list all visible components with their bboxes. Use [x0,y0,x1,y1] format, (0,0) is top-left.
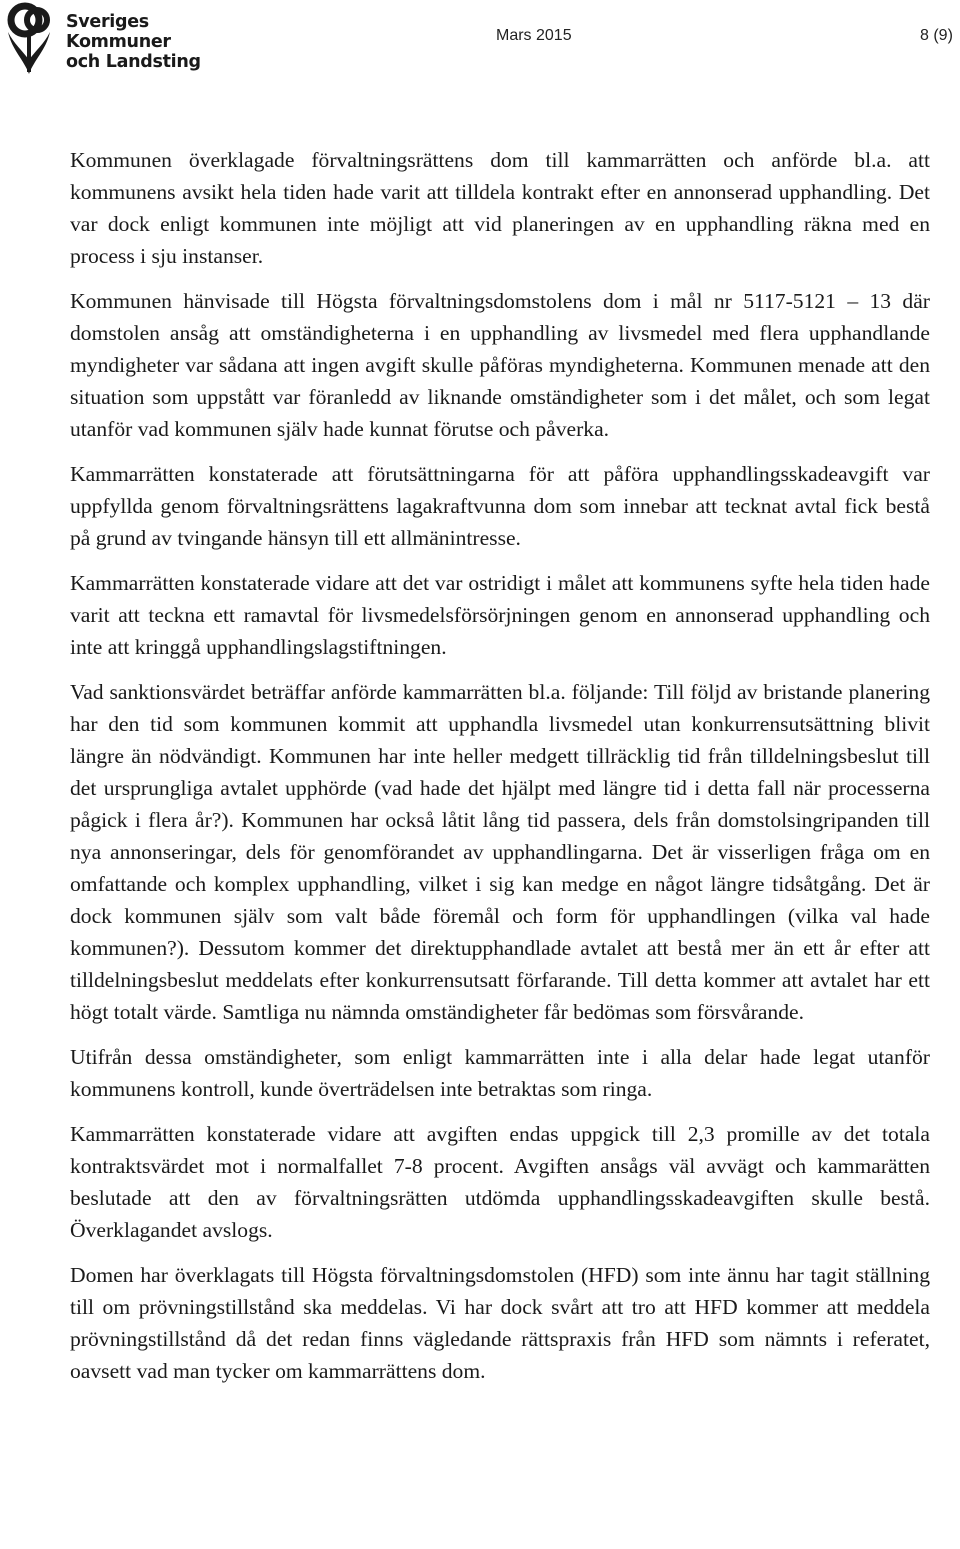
paragraph-2: Kommunen hänvisade till Högsta förvaltningsdomstolens dom i mål nr 5117-5121 – 13 där domstolen ansåg att omständigheterna i en upphandling av livsmedel med flera upphandlande myndigheter var sådana att ingen avgift skulle påföras myndigheterna. Kommunen menade att den situation som uppstått var föranledd av liknande omständigheter som i det målet, och som legat utanför vad kommunen själv hade kunnat förutse och påverka. [70,289,930,441]
paragraph-5: Vad sanktionsvärdet beträffar anförde kammarrätten bl.a. följande: Till följd av bristande planering har den tid som kommunen kommit att upphandla livsmedel utan konkurrensutsättning blivit längre än nödvändigt. Kommunen har inte heller medgett tillräcklig tid från tilldelningsbeslut till det ursprungliga avtalet upphörde (vad hade det hjälpt med längre tid i detta fall när processerna pågick i flera år?). Kommunen har också låtit lång tid passera, dels från domstolsingripanden till nya annonseringar, dels för genomförandet av upphandlingarna. Det är visserligen fråga om en omfattande och komplex upphandling, vilket i sig kan medge en något längre tidsåtgång. Det är dock kommunen själv som valt både föremål och form för upphandlingen (vilka val hade kommunen?). Dessutom kommer det direktupphandlade avtalet att bestå mer än ett år efter att tilldelningsbeslut meddelats efter konkurrensutsatt förfarande. Till detta kommer att avtalet har ett högt totalt värde. Samtliga nu nämnda omständigheter får bedömas som försvårande. [70,680,930,1024]
header-date: Mars 2015 [496,27,572,44]
page-number: 8 (9) [920,27,953,44]
paragraph-1: Kommunen överklagade förvaltningsrättens dom till kammarrätten och anförde bl.a. att kommunens avsikt hela tiden hade varit att tilldela kontrakt efter en annonserad upphandling. Det var dock enligt kommunen inte möjligt att vid planeringen av en upphandling räkna med en process i sju instanser. [70,148,930,268]
paragraph-6: Utifrån dessa omständigheter, som enligt kammarrätten inte i alla delar hade legat utanför kommunens kontroll, kunde överträdelsen inte betraktas som ringa. [70,1045,930,1101]
paragraph-7: Kammarrätten konstaterade vidare att avgiften endas uppgick till 2,3 promille av det totala kontraktsvärdet mot i normalfallet 7-8 procent. Avgiften ansågs väl avvägt och kammarätten beslutade att den av förvaltningsrätten utdömda upphandlingsskadeavgiften skulle bestå. Överklagandet avslogs. [70,1122,930,1242]
logo-line-2: Kommuner [66,32,171,52]
paragraph-8: Domen har överklagats till Högsta förvaltningsdomstolen (HFD) som inte ännu har tagit ställning till om prövningstillstånd ska meddelas. Vi har dock svårt att tro att HFD kommer att meddela prövningstillstånd då det redan finns vägledande rättspraxis från HFD som nämnts i referatet, oavsett vad man tycker om kammarrättens dom. [70,1263,930,1383]
logo-line-1: Sveriges [66,12,149,32]
page-header [0,0,960,80]
logo-line-3: och Landsting [66,52,201,72]
paragraph-4: Kammarrätten konstaterade vidare att det var ostridigt i målet att kommunens syfte hela tiden hade varit att teckna ett ramavtal för livsmedelsförsörjningen genom en annonserad upphandling och inte att kringgå upphandlingslagstiftningen. [70,571,930,659]
document-body [70,144,930,1387]
skl-logo-icon [2,2,56,76]
logo-wordmark [66,12,201,72]
paragraph-3: Kammarrätten konstaterade att förutsättningarna för att påföra upphandlingsskadeavgift var uppfyllda genom förvaltningsrättens lagakraftvunna dom som innebar att tecknat avtal fick bestå på grund av tvingande hänsyn till ett allmänintresse. [70,462,930,550]
